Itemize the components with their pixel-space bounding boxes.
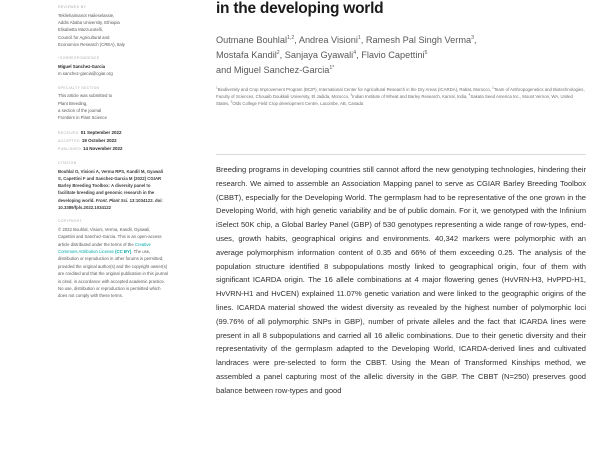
affiliation-marker: 4 <box>468 92 471 97</box>
author-affiliation-marker: 1,2 <box>287 34 295 41</box>
author-name[interactable]: , Andrea Visioni <box>294 34 358 45</box>
correspondence-email[interactable]: m.sanchez-garcia@cgiar.org <box>58 71 113 77</box>
copyright-block <box>58 218 168 299</box>
citation-block <box>58 160 168 211</box>
citation-volume: 13:1034122. <box>128 197 154 203</box>
reviewer-line: Addis Ababa University, Ethiopia <box>58 19 120 25</box>
reviewer-line: Economics Research (CREA), Italy <box>58 42 125 48</box>
author-affiliation-marker: 1 <box>357 34 361 41</box>
page-title: in the developing world <box>216 0 384 17</box>
specialty-line: Plant Breeding, <box>58 100 88 106</box>
reviewed-by-label: REVIEWED BY <box>58 5 87 9</box>
received-label: RECEIVED <box>58 130 79 135</box>
author-affiliation-marker: 5 <box>424 49 428 56</box>
specialty-section-block <box>58 85 168 122</box>
author-name[interactable]: , Flavio Capettini <box>356 49 425 60</box>
author-affiliation-marker: 4 <box>353 49 357 56</box>
author-separator: , <box>474 34 477 45</box>
citation-body: Bouhlal O, Visioni A, Verma RPS, Kandil M, Gyawali S, Capettini F and Sanchez-Garcia M (2022) CGIAR Barley Breeding Toolbox: A diversity panel to facilitate breeding and genomic research in the developing world. <box>58 168 164 203</box>
correspondence-block <box>58 55 168 77</box>
affiliation-list <box>216 87 586 108</box>
published-label: PUBLISHED <box>58 147 81 152</box>
accepted-label: ACCEPTED <box>58 139 80 144</box>
affiliation-item: Biodiversity and Crop Improvement Program (BCIP), International Center for Agricultural Research in the Dry Areas (ICARDA), Rabat, Morocco, <box>217 86 493 92</box>
affiliation-marker: 5 <box>230 99 233 104</box>
affiliation-marker: 1 <box>216 85 218 90</box>
reviewer-line: Council for Agricultural and <box>58 34 110 40</box>
citation-label: CITATION <box>58 161 77 166</box>
accepted-value: 19 October 2022 <box>81 138 117 144</box>
affiliation-item: Sakata Seed America Inc., Mount Vernon, WA, United States, <box>216 93 573 106</box>
author-name[interactable]: , Sanjaya Gyawali <box>279 49 354 60</box>
date-accepted <box>58 137 168 145</box>
copyright-line-1: © 2022 Bouhlal, Visioni, Verma, Kandil, Gyawali, Capettini and Sanchez-Garcia. This is an open-access article distributed under the terms of the <box>58 226 162 247</box>
specialty-line: This article was submitted to <box>58 93 113 99</box>
author-name[interactable]: and Miguel Sanchez-Garcia <box>216 64 330 75</box>
affiliation-marker: 2 <box>492 85 494 90</box>
citation-text <box>58 168 168 212</box>
received-value: 01 September 2022 <box>80 129 122 135</box>
copyright-label: COPYRIGHT <box>58 219 82 224</box>
specialty-line: a section of the journal <box>58 108 102 114</box>
abstract-divider <box>216 154 586 155</box>
citation-doi[interactable]: doi: 10.3389/fpls.2022.1034122 <box>58 197 163 211</box>
article-main-column <box>216 0 586 108</box>
author-list <box>216 33 586 78</box>
article-metadata-sidebar <box>58 4 168 307</box>
copyright-text <box>58 226 168 300</box>
affiliation-marker: 3 <box>350 92 353 97</box>
corresponding-author-marker: 1* <box>329 64 335 71</box>
author-name[interactable]: Mostafa Kandil <box>216 49 277 60</box>
author-name[interactable]: Outmane Bouhlal <box>216 34 287 45</box>
specialty-line: Frontiers in Plant Science <box>58 115 107 121</box>
correspondence-label: *CORRESPONDENCE <box>58 56 100 61</box>
date-published <box>58 145 168 153</box>
copyright-line-2: . The use, distribution or reproduction in other forums is permitted, provided the original author(s) and the copyright owner(s) are credited and that the original publication in this journal is cited, in accordance with accepted academic practice. No use, distribution or reproduction is permitted which does not comply with these terms. <box>58 249 168 299</box>
creative-commons-link[interactable]: Creative Commons Attribution License <box>58 241 151 255</box>
reviewer-line: Elisabetta Mazzucotelli, <box>58 27 103 33</box>
author-affiliation-marker: 2 <box>276 49 280 56</box>
reviewer-line: Tekilehaimanot Haileselassie, <box>58 12 115 18</box>
published-value: 14 November 2022 <box>83 146 123 152</box>
abstract-text: Breeding programs in developing countries still cannot afford the new genotyping technologies, hindering their research. We aimed to assemble an Association Mapping panel to serve as CGIAR Barley Breeding Toolbox (CBBT), especially for the Developing World. The germplasm had to be representative of the one grown in the Developing World, with high genetic variability and be of public domain. For it, we genotyped with the Infinium iSelect 50K chip, a Global Barley Panel (GBP) of 530 genotypes representing a wide range of row-types, end-uses, growth habits, geographical origins and environments. 40,342 markers were polymorphic with an average polymorphism information content of 0.35 and 66% of them exceeding 0.25. The analysis of the population structure identified 8 subpopulations mostly linked to geographical origin, four of them with significant ICARDA origin. The 16 allele combinations at 4 major flowering genes (HvVRN-H3, HvPPD-H1, HvVRN-H1 and HvCEN) explained 11.07% genetic variation and were linked to the geographic origins of the lines. ICARDA material showed the widest diversity as revealed by the highest number of polymorphic loci (99.76% of all polymorphic SNPs in GBP), number of private alleles and the fact that ICARDA lines were present in all 8 subpopulations and carried all 16 allelic combinations. Due to their genetic diversity and their representativity of the germplasm adapted to the Developing World, ICARDA-derived lines and cultivated landraces were pre-selected to form the CBBT. Using the Mean of Transformed Kinships method, we assembled a panel capturing most of the allelic diversity in the GBP. The CBBT (N=250) preserves good balance between row-types and good <box>216 165 586 395</box>
date-received <box>58 129 168 137</box>
author-affiliation-marker: 3 <box>471 34 474 41</box>
citation-journal: Front. Plant Sci. <box>95 197 129 203</box>
publication-dates-block <box>58 129 168 153</box>
affiliation-item: Olds College Field Crop development Centre, Lacombe, AB, Canada <box>232 100 364 106</box>
cc-by-link[interactable]: (CC BY) <box>115 249 132 255</box>
author-name[interactable]: , Ramesh Pal Singh Verma <box>360 34 472 45</box>
affiliation-item: Team of Anthropogenetics and Biotechnologies, Faculty of Sciences, Chouaib Doukkali University, El Jadida, Morocco, <box>216 86 585 99</box>
reviewed-by-block <box>58 4 168 48</box>
correspondence-name: Miguel Sanchez-Garcia <box>58 63 106 69</box>
affiliation-item: Indian Institute of Wheat and Barley Research, Karnal, India, <box>352 93 469 99</box>
specialty-section-label: SPECIALTY SECTION <box>58 85 100 90</box>
